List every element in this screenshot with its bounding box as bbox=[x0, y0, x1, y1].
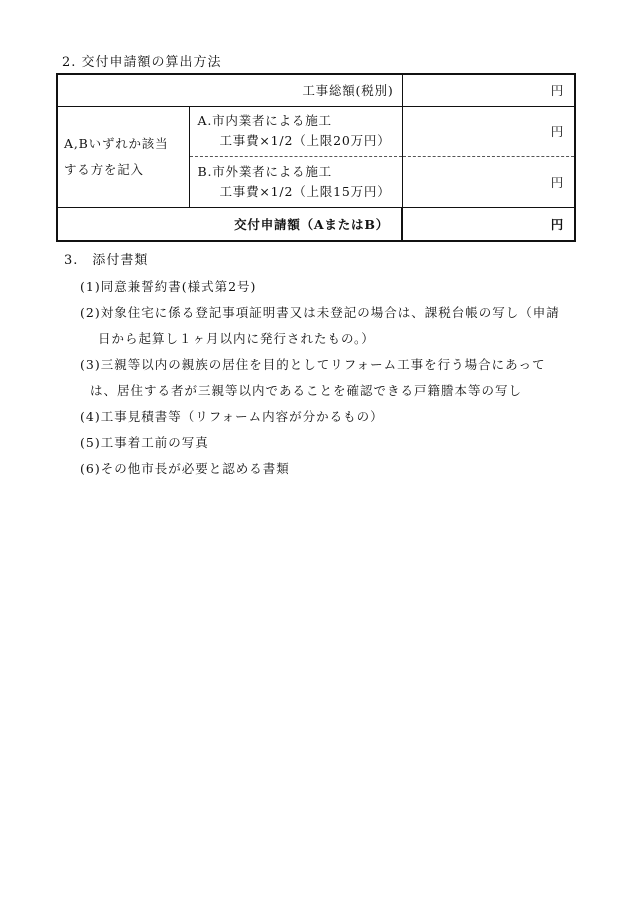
condition-line2: する方を記入 bbox=[64, 161, 144, 177]
attachment-item-4: (4)工事見積書等（リフォーム内容が分かるもの） bbox=[80, 409, 384, 424]
option-a-amount-field[interactable]: 円 bbox=[402, 106, 575, 156]
attachment-list bbox=[80, 274, 580, 482]
total-label: 工事総額(税別) bbox=[57, 74, 402, 106]
option-a-row bbox=[57, 106, 575, 156]
attachment-item-3-cont: は、居住する者が三親等以内であることを確認できる戸籍謄本等の写し bbox=[90, 383, 523, 398]
grant-row bbox=[57, 207, 575, 241]
total-row bbox=[57, 74, 575, 106]
attachment-item-5: (5)工事着工前の写真 bbox=[80, 435, 209, 450]
attachment-item-2-cont: 日から起算し１ヶ月以内に発行されたもの。） bbox=[98, 331, 375, 346]
condition-line1: A,Bいずれか該当 bbox=[64, 135, 169, 151]
option-b-cell bbox=[189, 156, 402, 207]
section3-title: 3. 添付書類 bbox=[64, 253, 149, 268]
calculation-table bbox=[56, 73, 576, 242]
condition-cell bbox=[57, 106, 189, 207]
attachment-item-1: (1)同意兼誓約書(様式第2号) bbox=[80, 279, 257, 294]
option-a-cell bbox=[189, 106, 402, 156]
option-b-amount-field[interactable]: 円 bbox=[402, 156, 575, 207]
grant-label: 交付申請額（AまたはB） bbox=[57, 207, 402, 241]
attachment-item-2: (2)対象住宅に係る登記事項証明書又は未登記の場合は、課税台帳の写し（申請 bbox=[80, 305, 560, 320]
option-a-title: A.市内業者による施工 bbox=[197, 113, 332, 128]
total-amount-field[interactable]: 円 bbox=[402, 74, 575, 106]
section2-title: 2. 交付申請額の算出方法 bbox=[62, 55, 222, 70]
option-a-formula: 工事費×1/2（上限20万円） bbox=[219, 133, 391, 148]
option-b-formula: 工事費×1/2（上限15万円） bbox=[219, 183, 391, 199]
grant-amount-field[interactable]: 円 bbox=[402, 207, 575, 241]
option-b-title: B.市外業者による施工 bbox=[197, 163, 332, 179]
attachment-item-6: (6)その他市長が必要と認める書類 bbox=[80, 461, 290, 476]
attachment-item-3: (3)三親等以内の親族の居住を目的としてリフォーム工事を行う場合にあって bbox=[80, 357, 546, 372]
